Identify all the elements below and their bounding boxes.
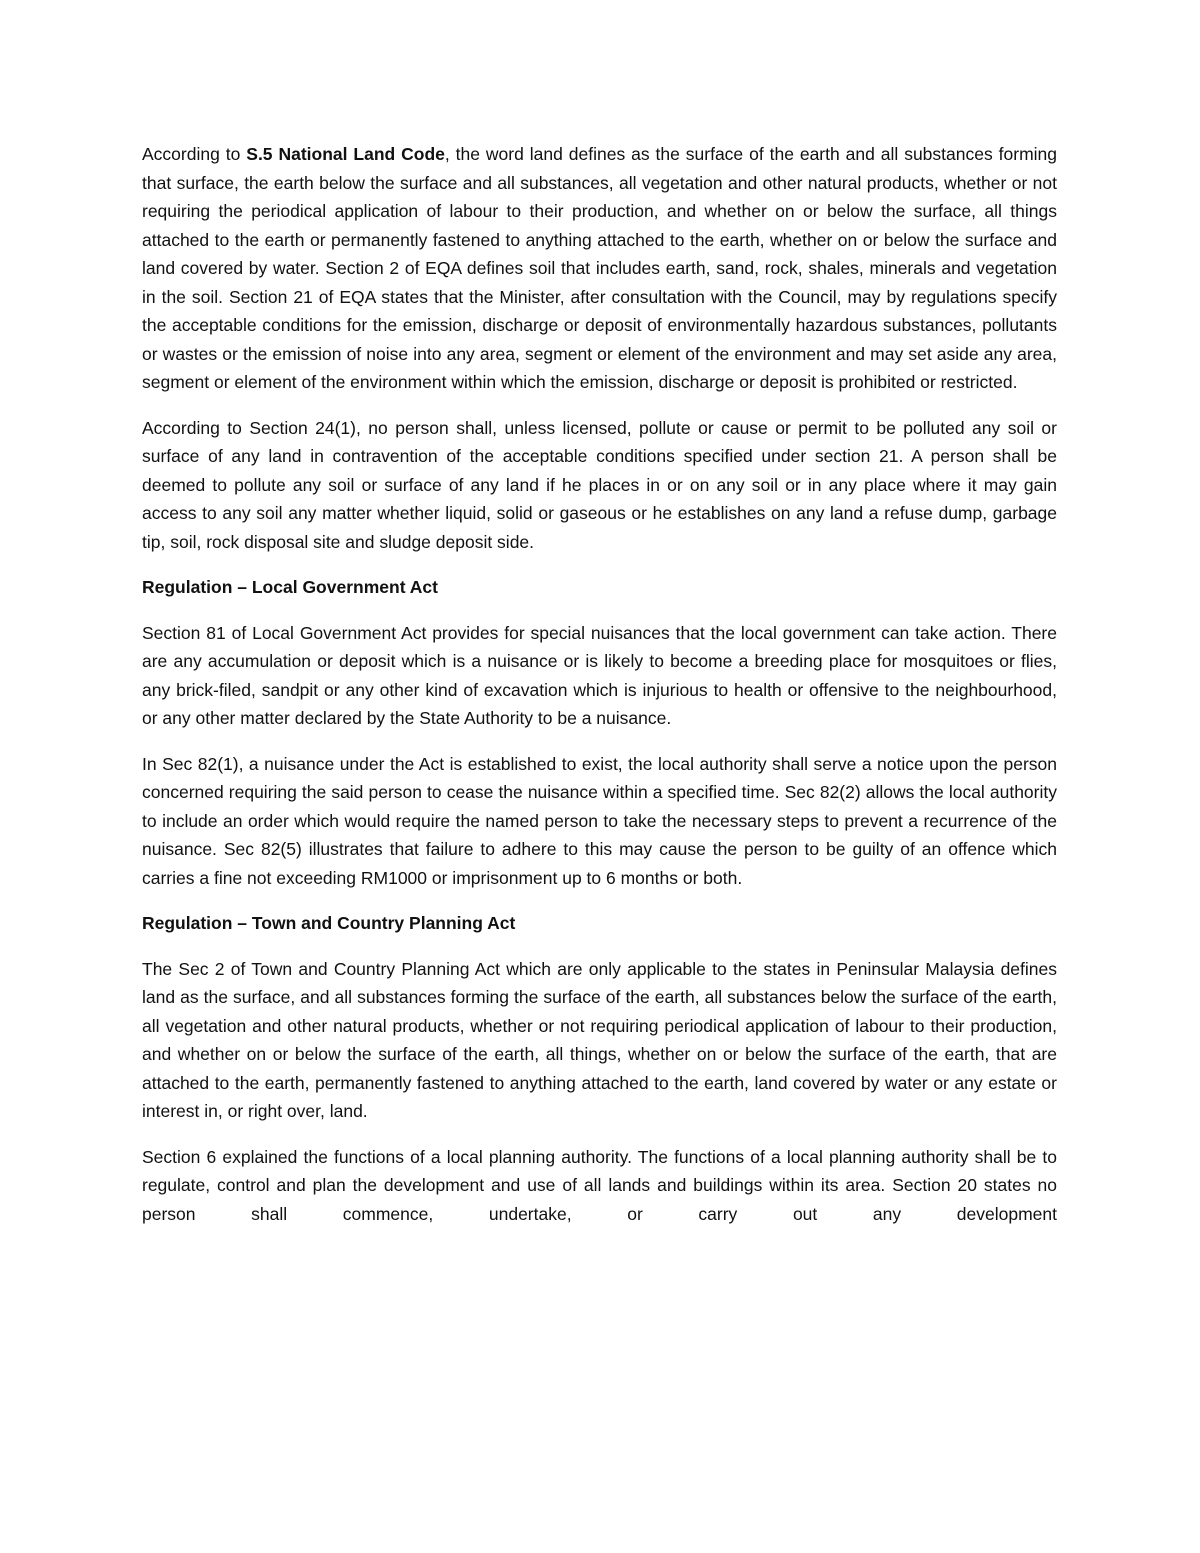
paragraph-section-24: According to Section 24(1), no person shall, unless licensed, pollute or cause or permit to be polluted any soil or surface of any land in contravention of the acceptable conditions specified under section 21. A person shall be deemed to pollute any soil or surface of any land if he places in or on any soil or in any place where it may gain access to any soil any matter whether liquid, solid or gaseous or he establishes on any land a refuse dump, garbage tip, soil, rock disposal site and sludge deposit side. [142,417,1057,552]
paragraph-national-land-code [142,140,1057,397]
heading-town-country-planning-act: Regulation – Town and Country Planning Act [142,913,516,933]
document-page [142,140,1057,1228]
paragraph-section-2-tcpa: The Sec 2 of Town and Country Planning Act which are only applicable to the states in Peninsular Malaysia defines land as the surface, and all substances forming the surface of the earth, all substances below the surface of the earth, all vegetation and other natural products, whether or not requiring periodical application of labour to their production, and whether on or below the surface of the earth, all things, whether on or below the surface of the earth, that are attached to the earth, permanently fastened to anything attached to the earth, land covered by water or any estate or interest in, or right over, land. [142,958,1057,1121]
paragraph-section-6: Section 6 explained the functions of a local planning authority. The functions of a local planning authority shall be to regulate, control and plan the development and use of all lands and buildings within its area. Section 20 states no person shall commence, undertake, or carry out any development [142,1146,1057,1224]
paragraph-section-82: In Sec 82(1), a nuisance under the Act is established to exist, the local authority shall serve a notice upon the person concerned requiring the said person to cease the nuisance within a specified time. Sec 82(2) allows the local authority to include an order which would require the named person to take the necessary steps to prevent a recurrence of the nuisance. Sec 82(5) illustrates that failure to adhere to this may cause the person to be guilty of an offence which carries a fine not exceeding RM1000 or imprisonment up to 6 months or both. [142,753,1057,888]
paragraph-section-81: Section 81 of Local Government Act provides for special nuisances that the local government can take action. There are any accumulation or deposit which is a nuisance or is likely to become a breeding place for mosquitoes or flies, any brick-filed, sandpit or any other kind of excavation which is injurious to health or offensive to the neighbourhood, or any other matter declared by the State Authority to be a nuisance. [142,622,1057,728]
paragraph-body: , the word land defines as the surface of the earth and all substances forming that surface, the earth below the surface and all substances, all vegetation and other natural products, whether or not requiring the periodical application of labour to their production, and whether on or below the surface, all things attached to the earth or permanently fastened to anything attached to the earth, whether on or below the surface and land covered by water. Section 2 of EQA defines soil that includes earth, sand, rock, shales, minerals and vegetation in the soil. Section 21 of EQA states that the Minister, after consultation with the Council, may by regulations specify the acceptable conditions for the emission, discharge or deposit of environmentally hazardous substances, pollutants or wastes or the emission of noise into any area, segment or element of the environment and may set aside any area, segment or element of the environment within which the emission, discharge or deposit is prohibited or restricted. [142,144,1057,392]
national-land-code-term: S.5 National Land Code [246,144,445,164]
heading-local-government-act: Regulation – Local Government Act [142,577,438,597]
paragraph-lead: According to [142,144,247,164]
